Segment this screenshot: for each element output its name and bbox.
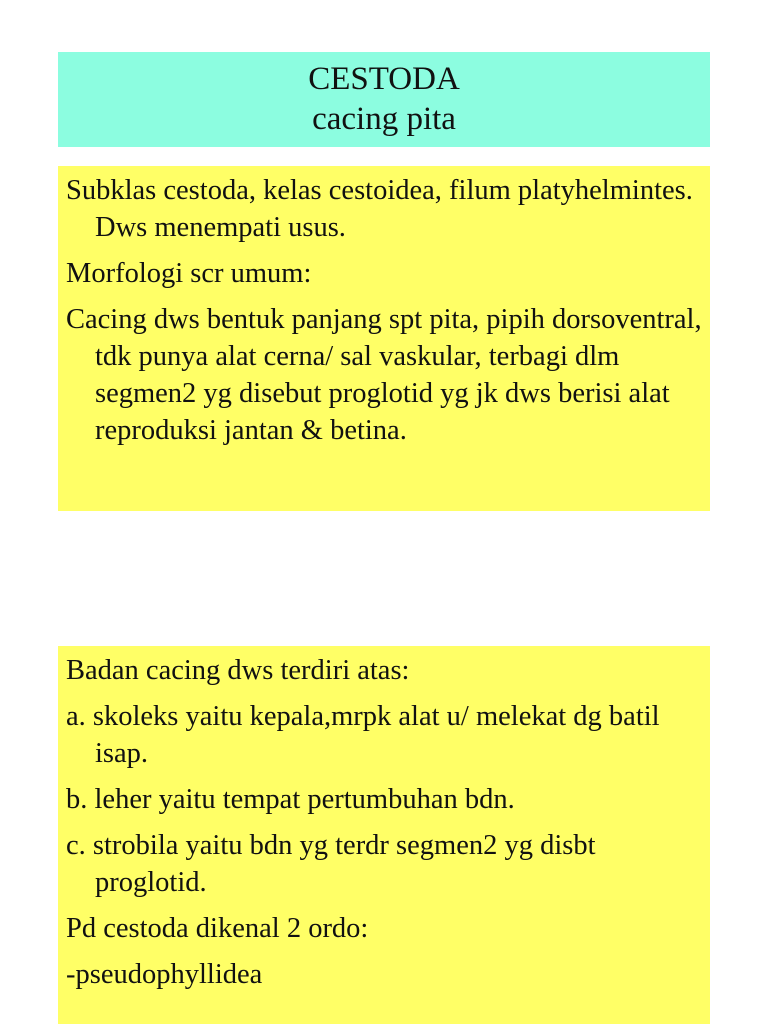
content-box-body-parts [58,646,710,1024]
paragraph-classification: Subklas cestoda, kelas cestoidea, filum platyhelmintes. Dws menempati usus. [66,175,693,243]
title-main: CESTODA [308,61,460,97]
list-item-skoleks: a. skoleks yaitu kepala,mrpk alat u/ melekat dg batil isap. [66,701,660,769]
content-box-classification [58,166,710,511]
title-box [58,52,710,147]
list-item-strobila: c. strobila yaitu bdn yg terdr segmen2 yg disbt proglotid. [66,830,596,898]
list-item-pseudophyllidea: -pseudophyllidea [66,959,263,990]
paragraph-ordo-heading: Pd cestoda dikenal 2 ordo: [66,913,369,944]
paragraph-morphology-description: Cacing dws bentuk panjang spt pita, pipih dorsoventral, tdk punya alat cerna/ sal vaskular, terbagi dlm segmen2 yg disebut proglotid yg jk dws berisi alat reproduksi jantan & betina. [66,304,702,446]
list-item-leher: b. leher yaitu tempat pertumbuhan bdn. [66,784,515,815]
title-subtitle: cacing pita [312,101,456,137]
paragraph-morphology-heading: Morfologi scr umum: [66,258,312,289]
paragraph-body-heading: Badan cacing dws terdiri atas: [66,655,410,686]
